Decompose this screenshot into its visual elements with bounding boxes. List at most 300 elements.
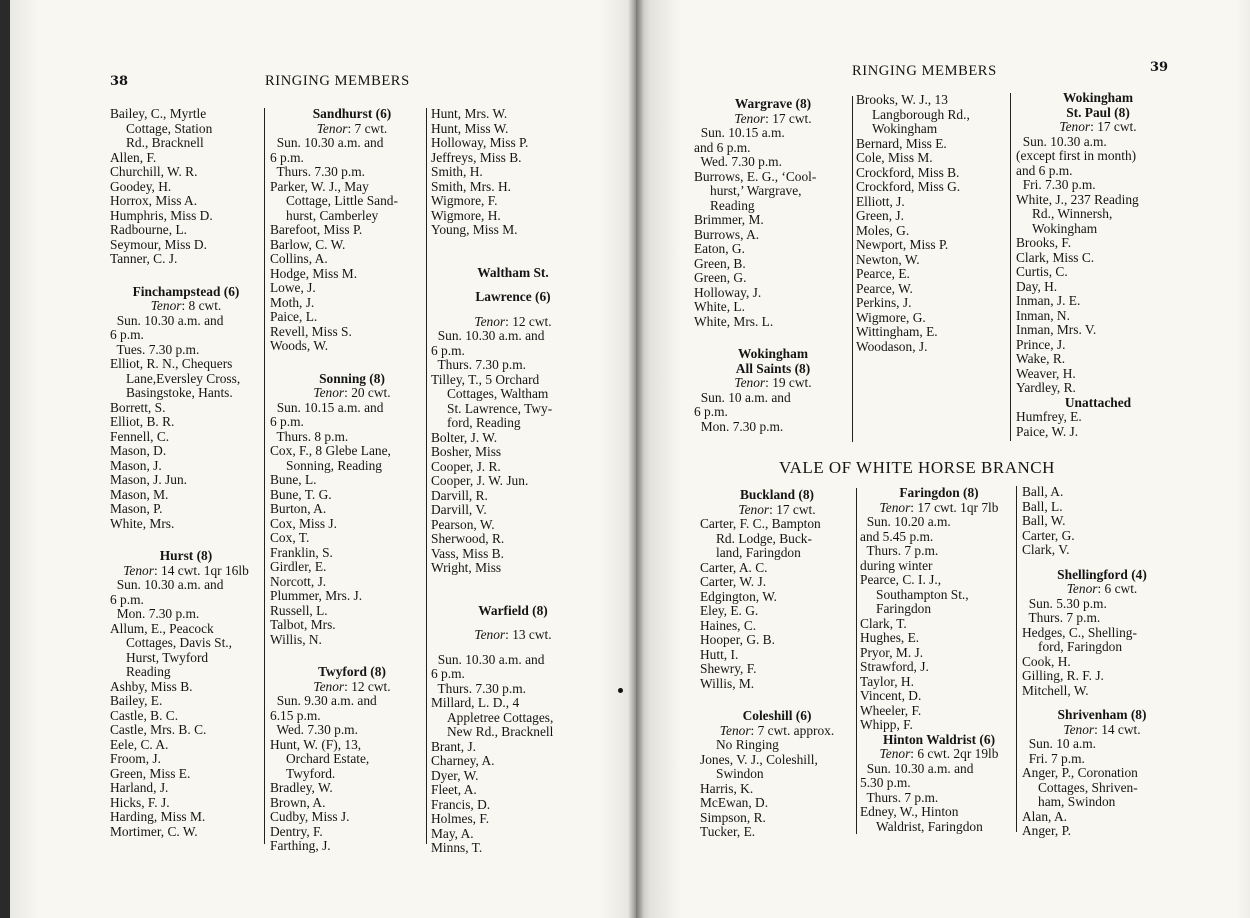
member-entry: Jones, V. J., Coleshill, (700, 751, 818, 767)
member-entry: Sun. 10.20 a.m. (860, 514, 951, 529)
tenor-label: Tenor (734, 110, 766, 126)
member-entry: Farthing, J. (270, 838, 331, 853)
member-entry: Carter, A. C. (700, 559, 768, 575)
spacer (431, 576, 595, 594)
tenor-line (694, 376, 852, 391)
tower-heading: Sandhurst (6) (312, 106, 392, 121)
member-entry: Holloway, J. (694, 284, 762, 300)
member-entry: Churchill, W. R. (110, 164, 198, 179)
address-line: hurst, Camberley (286, 207, 379, 223)
member-entry: Wright, Miss (431, 560, 502, 575)
address-line: Cottages, Waltham (447, 386, 549, 401)
member-entry: Hooper, G. B. (700, 632, 775, 647)
member-entry: Crockford, Miss G. (856, 179, 961, 194)
member-entry: Borrett, S. (110, 399, 166, 415)
member-entry: Fleet, A. (431, 782, 477, 797)
tenor-line (110, 564, 262, 579)
member-entry: (except first in month) (1016, 148, 1137, 163)
tenor-weight: : 7 cwt. approx. (750, 722, 835, 738)
member-entry: McEwan, D. (700, 795, 769, 810)
tenor-label: Tenor (474, 627, 506, 642)
address-line: Wokingham (872, 121, 938, 136)
member-entry: Holloway, Miss P. (431, 135, 529, 150)
member-entry: Tucker, E. (700, 824, 756, 839)
member-entry: Edney, W., Hinton (860, 804, 959, 819)
member-entry: Wigmore, G. (856, 309, 926, 325)
member-entry: Plummer, Mrs. J. (270, 588, 363, 603)
member-entry: Clark, V. (1022, 542, 1070, 557)
tenor-label: Tenor (316, 120, 348, 136)
member-entry: during winter (860, 557, 933, 573)
address-line: Cottage, Station (126, 120, 213, 136)
print-speck (618, 688, 623, 693)
member-entry: White, Mrs. L. (694, 313, 774, 329)
member-entry: Woods, W. (270, 338, 329, 353)
member-entry: Sun. 10 a.m. (1022, 736, 1097, 751)
page-number: 39 (1150, 60, 1169, 75)
member-entry: Parker, W. J., May (270, 178, 369, 194)
member-entry: Sun. 10.30 a.m. and (431, 328, 545, 343)
tenor-weight: : 7 cwt. (347, 120, 388, 136)
tenor-line (860, 501, 1018, 516)
address-line: Cottage, Little Sand- (286, 193, 398, 208)
column-4 (700, 488, 854, 840)
member-entry: Hodge, Miss M. (270, 265, 358, 281)
member-entry: Inman, N. (1016, 307, 1070, 323)
spacer (431, 594, 595, 604)
member-entry: Shewry, F. (700, 661, 757, 676)
tenor-weight: : 8 cwt. (181, 298, 222, 313)
tenor-label: Tenor (1059, 119, 1091, 134)
member-entry: and 6 p.m. (1016, 162, 1073, 178)
member-entry: Anger, P. (1022, 823, 1071, 838)
member-entry: Inman, J. E. (1016, 293, 1081, 308)
address-line: Reading (710, 197, 755, 213)
member-entry: Clark, Miss C. (1016, 249, 1095, 265)
member-entry: Sun. 5.30 p.m. (1022, 595, 1107, 611)
member-entry: Jeffreys, Miss B. (431, 149, 522, 165)
member-entry: Carter, G. (1022, 527, 1075, 543)
column-rule (1016, 486, 1017, 832)
member-entry: 5.30 p.m. (860, 775, 911, 790)
member-entry: Tues. 7.30 p.m. (110, 341, 200, 357)
column-1 (694, 97, 852, 434)
member-entry: Thurs. 7 p.m. (860, 543, 939, 558)
tower-heading: Sonning (8) (319, 370, 385, 386)
member-entry: Darvill, V. (431, 502, 487, 517)
member-entry: Bradley, W. (270, 780, 333, 795)
address-line: Orchard Estate, (286, 751, 370, 766)
column-5 (860, 486, 1018, 834)
address-line: Southampton St., (876, 586, 969, 602)
tenor-weight: : 14 cwt. 1qr 16lb (153, 562, 249, 578)
member-entry: White, J., 237 Reading (1016, 191, 1139, 207)
running-head: RINGING MEMBERS (852, 63, 997, 79)
spacer (1022, 558, 1182, 568)
tenor-weight: : 20 cwt. (344, 385, 391, 400)
tower-heading: Wargrave (8) (734, 96, 812, 111)
member-entry: Brown, A. (270, 794, 326, 810)
tenor-line (270, 680, 434, 695)
address-line: ham, Swindon (1038, 794, 1116, 809)
member-entry: 6 p.m. (270, 149, 304, 165)
address-line: Basingstoke, Hants. (126, 385, 233, 400)
member-entry: Revell, Miss S. (270, 323, 352, 339)
member-entry: Wheeler, F. (860, 702, 922, 718)
member-entry: Harding, Miss M. (110, 809, 206, 824)
member-entry: Ball, A. (1022, 484, 1064, 499)
member-entry: Girdler, E. (270, 559, 327, 574)
member-entry: Tanner, C. J. (110, 251, 178, 266)
tenor-weight: : 17 cwt. (769, 501, 816, 517)
address-line: Appletree Cottages, (447, 709, 554, 725)
member-entry: Eele, C. A. (110, 736, 169, 752)
member-entry: Thurs. 7.30 p.m. (431, 357, 526, 372)
member-entry: Dyer, W. (431, 767, 479, 783)
address-line: Twyford. (286, 765, 336, 781)
column-rule (426, 108, 427, 844)
member-entry: Woodason, J. (856, 338, 928, 354)
member-entry: 6 p.m. (431, 342, 465, 358)
member-entry: Mason, J. Jun. (110, 472, 188, 487)
tenor-line (270, 122, 434, 137)
tenor-label: Tenor (150, 298, 182, 313)
member-entry: Wed. 7.30 p.m. (270, 722, 358, 737)
tenor-line (110, 299, 262, 314)
spacer (431, 643, 595, 653)
address-line: Rd., Winnersh, (1032, 206, 1113, 221)
spacer (270, 647, 434, 665)
tenor-line (1022, 582, 1182, 597)
member-entry: 6 p.m. (110, 591, 144, 607)
member-entry: Elliott, J. (856, 193, 905, 209)
member-entry: Thurs. 7 p.m. (860, 789, 939, 805)
tenor-line (700, 503, 854, 518)
member-entry: Fri. 7.30 p.m. (1016, 177, 1096, 192)
member-entry: Froom, J. (110, 751, 161, 766)
member-entry: Paice, W. J. (1016, 423, 1079, 439)
address-line: hurst,’ Wargrave, (710, 183, 802, 198)
member-entry: Strawford, J. (860, 659, 929, 674)
member-entry: Moth, J. (270, 294, 315, 310)
member-entry: Green, G. (694, 270, 747, 285)
member-entry: Cooper, J. W. Jun. (431, 473, 529, 488)
member-entry: Talbot, Mrs. (270, 617, 336, 632)
right-page (636, 0, 1250, 918)
member-entry: Edgington, W. (700, 588, 778, 604)
member-entry: Pearce, W. (856, 280, 913, 296)
member-entry: Sun. 10.15 a.m. and (270, 399, 384, 415)
column-3 (1016, 91, 1180, 439)
tenor-label: Tenor (474, 313, 506, 329)
member-entry: Wigmore, F. (431, 193, 498, 208)
member-entry: Harris, K. (700, 780, 754, 796)
member-entry: Fennell, C. (110, 428, 170, 444)
member-entry: Sun. 10 a.m. and (694, 389, 791, 405)
tenor-label: Tenor (738, 501, 770, 517)
member-entry: Carter, W. J. (700, 574, 767, 589)
tower-heading: Wokingham (1063, 90, 1133, 105)
page-number: 38 (110, 74, 129, 89)
address-line: Rd. Lodge, Buck- (716, 530, 812, 546)
member-entry: Burton, A. (270, 501, 327, 516)
member-entry: Sherwood, R. (431, 531, 505, 546)
member-entry: Pearson, W. (431, 516, 495, 532)
member-entry: Harland, J. (110, 780, 169, 795)
tenor-label: Tenor (123, 562, 154, 578)
tenor-line (860, 747, 1018, 762)
member-entry: May, A. (431, 825, 474, 841)
member-entry: Dentry, F. (270, 823, 323, 839)
member-entry: Mason, P. (110, 501, 163, 516)
address-line: Hurst, Twyford (126, 649, 209, 665)
tenor-weight: : 19 cwt. (765, 375, 812, 390)
member-entry: Hedges, C., Shelling- (1022, 624, 1137, 640)
member-entry: and 5.45 p.m. (860, 528, 934, 544)
address-line: Wokingham (1032, 220, 1098, 236)
member-entry: Wittingham, E. (856, 324, 938, 339)
address-line: Sonning, Reading (286, 457, 382, 473)
member-entry: Newport, Miss P. (856, 237, 949, 252)
member-entry: Haines, C. (700, 617, 757, 633)
member-entry: Day, H. (1016, 278, 1058, 294)
member-entry: Hunt, Miss W. (431, 120, 509, 136)
member-entry: Sun. 10.30 a.m. and (110, 577, 224, 592)
member-entry: Ball, W. (1022, 513, 1066, 528)
member-entry: Newton, W. (856, 251, 920, 267)
member-entry: Simpson, R. (700, 809, 766, 825)
member-entry: Sun. 9.30 a.m. and (270, 693, 377, 708)
member-entry: Cox, Miss J. (270, 515, 337, 531)
column-rule (856, 488, 857, 834)
member-entry: Sun. 10.30 a.m. and (431, 651, 545, 667)
address-line: Swindon (716, 766, 764, 781)
member-entry: Wed. 7.30 p.m. (694, 154, 782, 169)
member-entry: Darvill, R. (431, 487, 488, 503)
member-entry: Smith, Mrs. H. (431, 178, 511, 194)
tenor-label: Tenor (1066, 581, 1098, 596)
member-entry: 6 p.m. (431, 666, 465, 681)
member-entry: White, Mrs. (110, 515, 175, 531)
member-entry: Willis, M. (700, 675, 755, 691)
member-entry: Mason, D. (110, 443, 167, 458)
tenor-weight: : 17 cwt. (765, 110, 812, 126)
member-entry: Horrox, Miss A. (110, 193, 198, 208)
tenor-weight: : 6 cwt. 2qr 19lb (910, 746, 999, 761)
tower-heading: St. Paul (8) (1066, 104, 1130, 120)
column-rule (264, 108, 265, 844)
tenor-weight: : 17 cwt. 1qr 7lb (910, 499, 999, 515)
member-entry: Hunt, Mrs. W. (431, 106, 508, 121)
member-entry: Elliot, B. R. (110, 414, 175, 429)
address-line: Langborough Rd., (872, 106, 970, 122)
member-entry: Brimmer, M. (694, 212, 764, 227)
member-entry: Mitchell, W. (1022, 682, 1089, 698)
column-6 (1022, 485, 1182, 839)
member-entry: Pearce, E. (856, 266, 910, 281)
member-entry: Francis, D. (431, 796, 491, 812)
tower-heading: Wokingham (738, 346, 808, 361)
address-line: No Ringing (716, 737, 779, 752)
tenor-label: Tenor (734, 375, 766, 390)
member-entry: Barlow, C. W. (270, 236, 346, 252)
member-entry: Goodey, H. (110, 178, 172, 194)
tenor-weight: : 14 cwt. (1094, 721, 1141, 737)
member-entry: Lowe, J. (270, 280, 316, 295)
member-entry: Brooks, F. (1016, 235, 1072, 250)
address-line: Lane,Eversley Cross, (126, 370, 241, 386)
member-entry: Willis, N. (270, 631, 322, 647)
member-entry: Eley, E. G. (700, 603, 759, 618)
member-entry: Yardley, R. (1016, 380, 1076, 395)
address-line: Faringdon (876, 601, 932, 616)
member-entry: Thurs. 7.30 p.m. (431, 680, 526, 696)
address-line: ford, Reading (447, 415, 521, 430)
member-entry: Elliot, R. N., Chequers (110, 356, 233, 371)
member-entry: Inman, Mrs. V. (1016, 322, 1097, 337)
member-entry: Paice, L. (270, 309, 318, 324)
member-entry: Bailey, E. (110, 693, 163, 708)
tower-heading: Hurst (8) (159, 548, 213, 563)
column-2 (856, 93, 1014, 354)
address-line: ford, Faringdon (1038, 639, 1123, 654)
member-entry: Castle, Mrs. B. C. (110, 722, 207, 737)
member-entry: Alan, A. (1022, 808, 1068, 824)
tenor-weight: : 12 cwt. (505, 313, 552, 329)
member-entry: Whipp, F. (860, 717, 913, 732)
tower-heading: Coleshill (6) (742, 708, 812, 723)
member-entry: Green, Miss E. (110, 765, 191, 781)
member-entry: Sun. 10.15 a.m. (694, 125, 785, 140)
tower-heading: Shrivenham (8) (1057, 707, 1147, 722)
tenor-label: Tenor (879, 746, 911, 761)
address-line: St. Lawrence, Twy- (447, 400, 553, 416)
member-entry: Bune, T. G. (270, 486, 332, 502)
member-entry: 6.15 p.m. (270, 707, 321, 723)
member-entry: Humphris, Miss D. (110, 207, 213, 223)
member-entry: Radbourne, L. (110, 222, 187, 237)
tenor-line (1016, 120, 1180, 135)
member-entry: Barefoot, Miss P. (270, 222, 363, 237)
tower-heading: Faringdon (8) (899, 485, 979, 500)
member-entry: Crockford, Miss B. (856, 164, 960, 180)
member-entry: Cox, T. (270, 530, 310, 545)
member-entry: Sun. 10.30 a.m. (1016, 133, 1107, 149)
tenor-label: Tenor (719, 722, 751, 738)
tenor-line (431, 628, 595, 643)
member-entry: Russell, L. (270, 602, 328, 618)
running-head: RINGING MEMBERS (265, 73, 410, 89)
member-entry: Brooks, W. J., 13 (856, 92, 948, 107)
spacer (270, 354, 434, 372)
member-entry: Green, B. (694, 255, 746, 271)
tower-heading: Waltham St. (477, 264, 549, 280)
member-entry: Seymour, Miss D. (110, 236, 207, 252)
member-entry: Bailey, C., Myrtle (110, 106, 207, 121)
tenor-label: Tenor (313, 385, 345, 400)
member-entry: Sun. 10.30 a.m. and (270, 135, 384, 150)
tower-heading: Buckland (8) (739, 487, 815, 502)
member-entry: Moles, G. (856, 222, 910, 238)
tower-heading: Shellingford (4) (1057, 566, 1147, 582)
member-entry: 6 p.m. (110, 327, 144, 342)
column-rule (1010, 93, 1011, 441)
member-entry: Smith, H. (431, 164, 483, 179)
book-gutter (628, 0, 644, 918)
member-entry: Mason, J. (110, 457, 162, 473)
member-entry: Castle, B. C. (110, 707, 179, 723)
spacer (431, 256, 595, 266)
member-entry: Minns, T. (431, 840, 483, 855)
member-entry: Bolter, J. W. (431, 429, 498, 445)
member-entry: Perkins, J. (856, 295, 912, 310)
tenor-line (270, 386, 434, 401)
member-entry: Young, Miss M. (431, 222, 518, 237)
tenor-label: Tenor (1063, 721, 1095, 737)
member-entry: Ball, L. (1022, 498, 1063, 514)
member-entry: Cudby, Miss J. (270, 809, 350, 824)
tenor-line (1022, 723, 1182, 738)
column-1 (110, 107, 262, 839)
column-2 (270, 107, 434, 854)
spacer (110, 531, 262, 549)
member-entry: Curtis, C. (1016, 264, 1068, 279)
address-line: Reading (126, 664, 171, 679)
member-entry: Franklin, S. (270, 544, 333, 560)
tenor-line (694, 112, 852, 127)
tower-heading: Warfield (8) (478, 602, 548, 618)
member-entry: 6 p.m. (694, 404, 728, 419)
address-line: Rd., Bracknell (126, 135, 204, 150)
address-line: Waldrist, Faringdon (876, 818, 983, 834)
member-entry: Bune, L. (270, 472, 317, 487)
member-entry: Mon. 7.30 p.m. (110, 606, 200, 621)
member-entry: Norcott, J. (270, 573, 327, 589)
member-entry: Green, J. (856, 208, 904, 223)
member-entry: Carter, F. C., Bampton (700, 516, 821, 531)
member-entry: Bosher, Miss (431, 444, 502, 459)
member-entry: Holmes, F. (431, 811, 490, 826)
member-entry: Mortimer, C. W. (110, 823, 198, 839)
spacer (110, 267, 262, 285)
address-line: land, Faringdon (716, 545, 801, 560)
tenor-weight: : 17 cwt. (1090, 119, 1137, 134)
tower-heading: Hinton Waldrist (6) (882, 731, 996, 747)
member-entry: Gilling, R. F. J. (1022, 668, 1104, 683)
member-entry: and 6 p.m. (694, 139, 751, 155)
member-entry: Allum, E., Peacock (110, 620, 214, 636)
tenor-weight: : 13 cwt. (505, 627, 552, 642)
member-entry: Eaton, G. (694, 241, 745, 256)
member-entry: Wigmore, H. (431, 207, 501, 223)
tenor-line (700, 724, 854, 739)
member-entry: Burrows, A. (694, 226, 760, 242)
tenor-label: Tenor (313, 678, 345, 694)
member-entry: Millard, L. D., 4 (431, 695, 520, 710)
column-3 (431, 107, 595, 856)
tower-heading: Twyford (8) (318, 664, 386, 679)
tenor-line (431, 315, 595, 330)
member-entry: Prince, J. (1016, 336, 1066, 352)
tower-heading: Finchampstead (6) (132, 283, 240, 299)
member-entry: Charney, A. (431, 753, 495, 768)
member-entry: Vass, Miss B. (431, 545, 504, 561)
member-entry: Cooper, J. R. (431, 458, 501, 474)
member-entry: Wake, R. (1016, 351, 1066, 366)
member-entry: Cook, H. (1022, 653, 1071, 669)
member-entry: Sun. 10.30 a.m. and (860, 760, 974, 776)
member-entry: White, L. (694, 299, 745, 314)
